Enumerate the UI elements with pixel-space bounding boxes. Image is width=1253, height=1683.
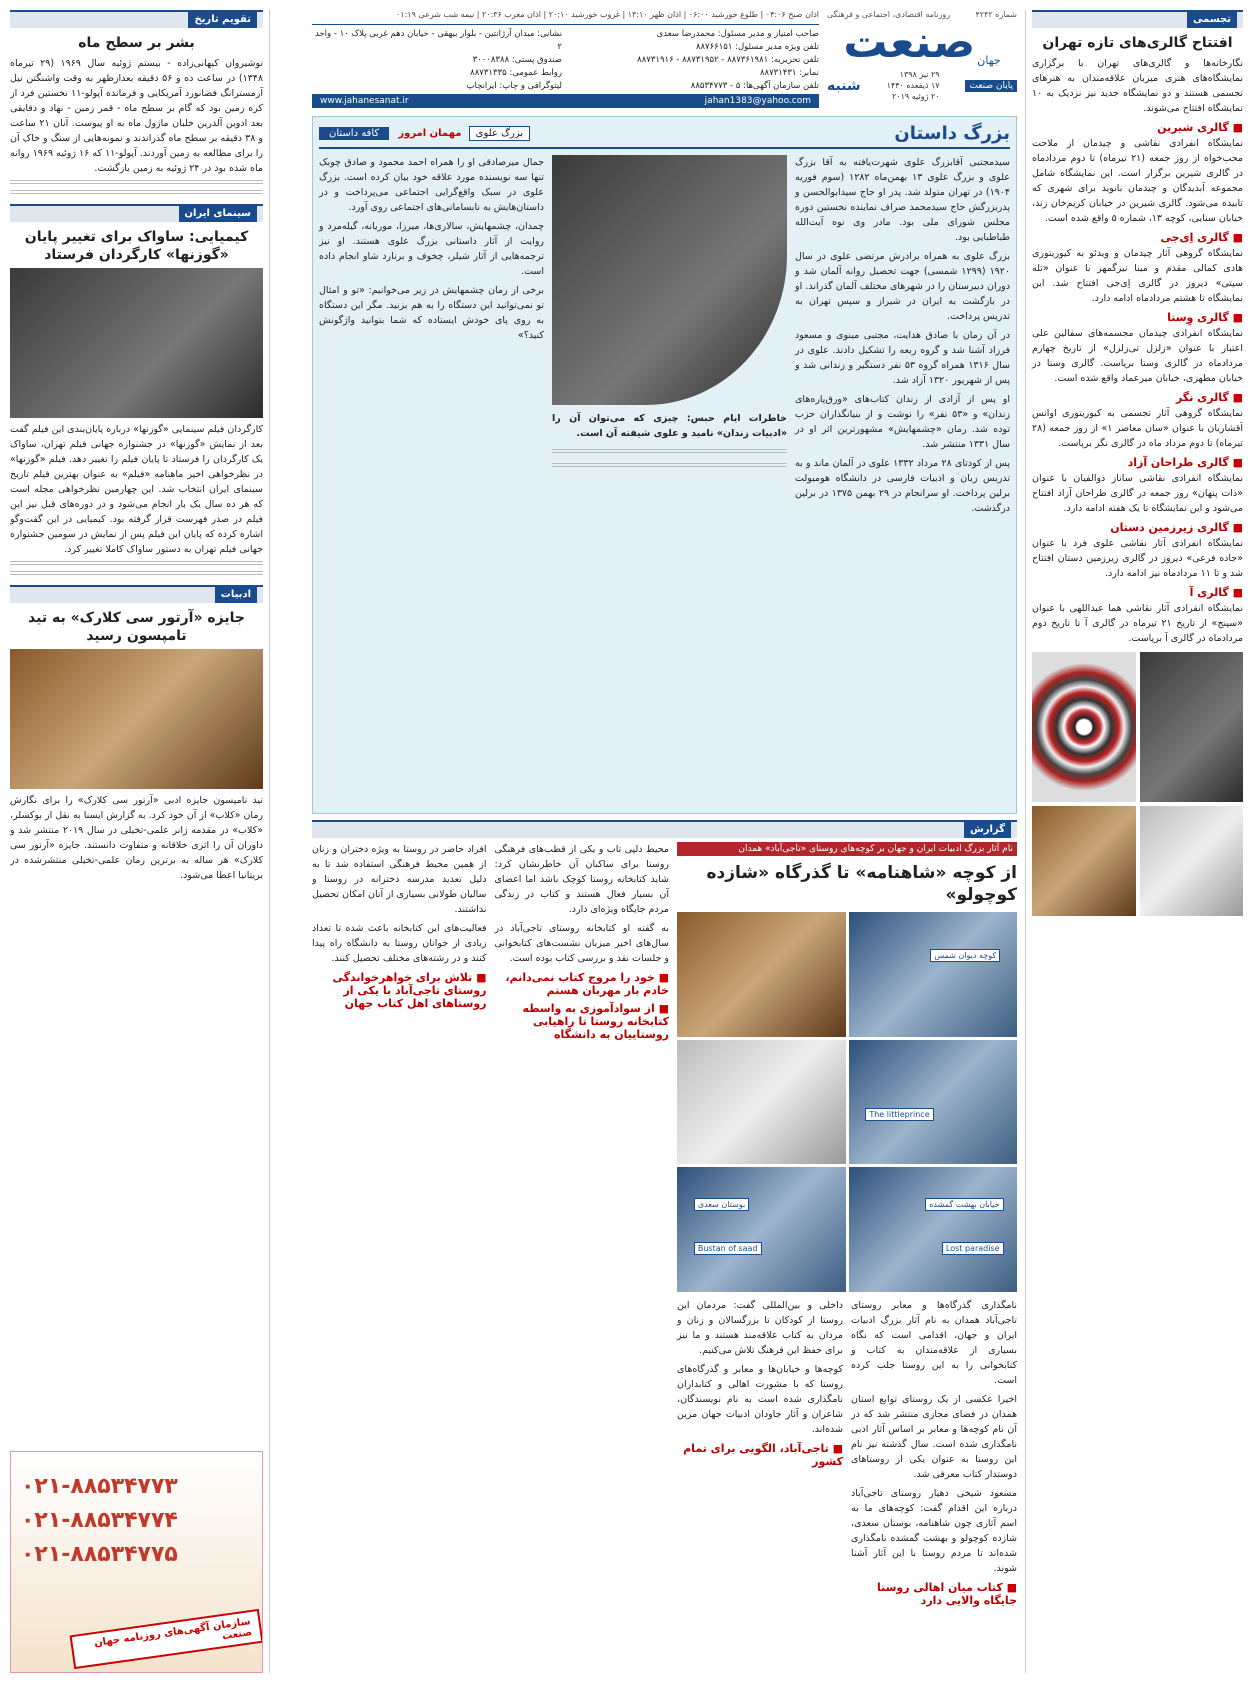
date-hijri: ۱۷ ذیقعده ۱۴۴۰ bbox=[886, 81, 940, 90]
sign-photo-2 bbox=[677, 912, 846, 1037]
art-item-title: ■ گالری وِستا bbox=[1032, 311, 1243, 324]
report-column-2 bbox=[677, 1298, 843, 1609]
art-item-title: ■ گالری آ bbox=[1032, 586, 1243, 599]
feature-paragraph: او پس از آزادی از زندان کتاب‌های «ورق‌پاره‌های زندان» و «۵۳ نفر» را نوشت و از بنیانگذاران حزب توده شد. رمان «چشمهایش» مشهورترین اثر او در سال ۱۳۳۱ منتشر شد. bbox=[795, 394, 1010, 450]
kimiai-photo bbox=[10, 268, 263, 418]
address-list bbox=[312, 28, 562, 93]
feature-paragraph: سیدمجتبی آقابزرگ علوی شهرت‌یافته به آقا بزرگ علوی و بزرگ علوی ۱۳ بهمن‌ماه ۱۲۸۲ (سوم فوریه ۱۹۰۴) در تهران متولد شد. پدر او حاج سیدابوالحسن و پدربزرگش حاج سیدمحمد صراف نماینده نخستین دوره مجلس شورای ملی بود. مادر وی نوه آیت‌الله طباطبایی بود. bbox=[795, 157, 1010, 243]
report-subhead: ■ کتاب میان اهالی روستا جایگاه والایی دارد bbox=[851, 1581, 1017, 1607]
cinema-headline: کیمیایی: ساواک برای تغییر پایان «گوزنها» کارگردان فرستاد bbox=[24, 229, 249, 263]
feature-left-text bbox=[319, 155, 544, 795]
report-paragraph: محیط دلپی تاب و یکی از قطب‌های فرهنگی روستا برای ساکنان آن خاطرنشان کرد: شاید کتابخانه روستا کوچک باشد اما اعضای آن بسیار فعال هستند و کتاب در زندگی مردم جایگاه ویژه‌ای دارد. bbox=[494, 844, 669, 915]
calendar-text: نوشیروان کیهانی‌زاده - بیستم ژوئیه سال ۱۹۶۹ (۲۹ تیرماه ۱۳۴۸) در ساعت ده و ۵۶ دقیقه بعدازظهر به وقت واشنگتن نیل آرمسترانگ فضانورد آمریکایی و فرمانده آپولو-۱۱ نخستین فرد از کره زمین بود که گام بر سطح ماه - قمر زمین - نهاد و دقایقی بعد ادوین آلدرین خلبان ماژول ماه به او پیوست. آنان ۲۱ ساعت و ۳۸ دقیقه بر سطح ماه گذراندند و نمونه‌هایی از سنگ و خاک آن را برای مطالعه به زمین آوردند. آپولو-۱۱ که ۱۶ ژوئیه ۱۹۶۹ روانه ماه شده بود در ۲۴ ژوئیه به زمین بازگشت. bbox=[10, 58, 264, 174]
report-subhead: ■ خود را مروج کتاب نمی‌دانم، خادم بار مهربان هستم bbox=[495, 971, 670, 997]
feature-paragraph: بزرگ علوی به همراه برادرش مرتضی علوی در سال ۱۹۲۰ (۱۲۹۹ شمسی) جهت تحصیل روانه آلمان شد و دوران دبیرستان را در شهرهای مختلف آلمان گذراند. او در بازگشت به ایران در شیراز و سپس تهران به تدریس پرداخت. bbox=[795, 251, 1010, 322]
ad-box bbox=[10, 1451, 263, 1673]
address-line: نشانی: میدان آرژانتین - بلوار بیهقی - خیابان دهم غربی پلاک ۱۰ - واحد ۲ bbox=[314, 29, 562, 52]
left-column bbox=[10, 10, 270, 1673]
logo-badge: پایان صنعت bbox=[965, 80, 1017, 92]
art-item-title: ■ گالری اِی‌جی bbox=[1032, 231, 1243, 244]
feature-paragraph: جمال میرصادقی او را همراه احمد محمود و صادق چوبک تنها سه نویسنده مورد علاقه خود بیان کرده است. بزرگ علوی در سبک واقع‌گرایی اجتماعی می‌پرداخت و در داستان‌هایش به نابسامانی‌های اجتماعی روی آورد. bbox=[319, 157, 544, 213]
ad-phone-number: ۰۲۱-۸۸۵۳۴۷۷۴ bbox=[21, 1508, 178, 1533]
artwork-photo-owl bbox=[1140, 806, 1244, 916]
feature-paragraph: در آن زمان با صادق هدایت، مجتبی مینوی و مسعود فرزاد آشنا شد و گروه ربعه را تشکیل دادند. علوی در سال ۱۳۱۶ همراه گروه ۵۳ نفر دستگیر و زندانی شد و پس از شهریور ۱۳۲۰ آزاد شد. bbox=[795, 330, 1011, 386]
tagline: روزنامه اقتصادی، اجتماعی و فرهنگی bbox=[827, 10, 951, 19]
art-item-text: نمایشگاه گروهی آثار تجسمی به کیوریتوری اوانس آقشاریان با عنوان «سان معاصر ۱» از روز جمعه (۲۸ تیرماه) تا دوم مرداد ماه در گالری نگر برپاست. bbox=[1032, 408, 1243, 449]
report-paragraph: کوچه‌ها و خیابان‌ها و معابر و گذرگاه‌های روستا که با مشورت اهالی و کتابداران نامگذاری شده است به نام نویسندگان، شاعران و آثار جاودان ادبیات جهان مزین شده‌اند. bbox=[677, 1364, 843, 1435]
calendar-section: تقویم تاریخ bbox=[188, 12, 257, 28]
feature-article bbox=[312, 116, 1017, 814]
ad-phone-number: ۰۲۱-۸۸۵۳۴۷۷۳ bbox=[21, 1474, 178, 1499]
artwork-photo-spiral bbox=[1032, 652, 1136, 802]
literature-section: ادبیات bbox=[215, 587, 257, 603]
cinema-section: سینمای ایران bbox=[179, 206, 257, 222]
artwork-photo-portrait bbox=[1140, 652, 1244, 802]
art-item-text: نمایشگاه انفرادی نقاشی و چیدمان از ملاحت محب‌خواه از روز جمعه (۲۱ تیرماه) تا دوم مردادماه در گالری شیرین برگزار است. این نمایشگاه شامل مجموعه آبدیدگان و چیدمان بانوید برای شهری که تابیده می‌شود. گالری شیرین در خیابان کریم‌خان زند، خیابان سنایی، کوچه ۱۳، شماره ۵ واقع شده است. bbox=[1032, 138, 1243, 224]
sign-photo-4 bbox=[677, 1040, 846, 1165]
date-gregorian: ۲۰ ژوئیه ۲۰۱۹ bbox=[892, 92, 940, 101]
report-paragraph: اخیرا عکسی از یک روستای توابع استان همدان در فضای مجازی منتشر شد که در آن نام کوچه‌ها و معابر بر اساس آثار ادبی نامگذاری شده است. سال گذشته نیز نام این روستا به عنوان یکی از روستاهای دوستدار کتاب معرفی شد. bbox=[851, 1394, 1017, 1480]
feature-quote: خاطرات ایام حبس: چیزی که می‌توان آن را «ادبیات زندان» نامید و علوی شیفته آن است. bbox=[552, 413, 787, 439]
report-column-4 bbox=[312, 842, 487, 1609]
art-item-title: ■ گالری طراحان آزاد bbox=[1032, 456, 1243, 469]
report-paragraph: افراد حاضر در روستا به ویژه دختران و زنان از همین محیط فرهنگی استفاده شد تا به دلیل تعدید مدرسه دخترانه در روستا و سالیان طولانی بسیاری از آنان امکان تحصیل نداشتند. bbox=[312, 844, 487, 915]
ad-phone-list bbox=[11, 1452, 262, 1572]
art-items bbox=[1032, 121, 1243, 646]
logo-wordmark: صنعت bbox=[843, 17, 976, 68]
art-item-text: نمایشگاه انفرادی آثار نقاشی هما عبداللهی با عنوان «سپنج» از تاریخ ۲۱ تیرماه در گالری آ تا تاریخ دوم مردادماه در گالری آ برپاست. bbox=[1032, 603, 1243, 644]
report-paragraph: داخلی و بین‌المللی گفت: مردمان این روستا از کودکان تا بزرگسالان و زنان و مردان به کتاب علاقه‌مند هستند و ما نیز برای حفظ این فرهنگ تلاش می‌کنیم. bbox=[677, 1300, 843, 1356]
art-item-title: ■ گالری نگر bbox=[1032, 391, 1243, 404]
sign-photo-5: خیابان بهشت گمشده Lost paradise bbox=[849, 1167, 1018, 1292]
art-section-label: تجسمی bbox=[1187, 12, 1237, 28]
date-shamsi: ۲۹ تیر ۱۳۹۸ bbox=[899, 70, 940, 79]
staff-line: تلفن ویژه مدیر مسئول: ۸۸۷۶۶۱۵۱ bbox=[695, 42, 819, 52]
website-link[interactable]: www.jahanesanat.ir bbox=[320, 96, 409, 106]
literature-text: تید تامپسون جایزه ادبی «آرتور سی کلارک» را برای نگارش رمان «کلاب» از آن خود کرد. به گزارش ایسنا به نقل از بوکسلر، «کلاب» در مقدمه ژانر علمی-تخیلی در سال ۲۰۱۹ منتشر شد و داوران آن را اثری خلاقانه و متفاوت دانستند. جایزه «آرتور سی کلارک» هر ساله به برترین رمان علمی-تخیلی منتشرشده در بریتانیا اعطا می‌شود. bbox=[10, 795, 264, 881]
report-column-1 bbox=[851, 1298, 1017, 1609]
feature-headline: بزرگ داستان bbox=[894, 123, 1010, 144]
feature-paragraph: پس از کودتای ۲۸ مرداد ۱۳۳۲ علوی در آلمان ماند و به تدریس زبان و ادبیات فارسی در دانشگاه هومبولت برلین پرداخت. او سرانجام در ۲۹ بهمن ۱۳۷۵ در برلین درگذشت. bbox=[795, 458, 1010, 514]
report-subhead: ■ تلاش برای خواهرخواندگی روستای تاجی‌آباد با یکی از روستاهای اهل کتاب جهان bbox=[312, 971, 487, 1010]
art-intro: نگارخانه‌ها و گالری‌های تهران با برگزاری نمایشگاه‌های هنری میزبان علاقه‌مندان به هنرهای تجسمی هستند و دو نمایشگاه جدید نیز نزدیک به ۱۰ نمایشگاه افتتاح می‌شوند. bbox=[1032, 58, 1243, 114]
staff-list bbox=[569, 28, 819, 93]
address-line: لیتوگرافی و چاپ: ایرانچاپ bbox=[466, 81, 562, 91]
logo-block bbox=[827, 10, 1017, 110]
artwork-photo-figures bbox=[1032, 806, 1136, 916]
email-link[interactable]: jahan1383@yahoo.com bbox=[704, 96, 811, 106]
feature-section: مهمان امروز bbox=[398, 128, 462, 139]
art-item-text: نمایشگاه گروهی آثار چیدمان و ویدئو به کیوریتوری هادی کمالی مقدم و مینا نیزگمهر با عنوان «تله سپتی» دیروز در گالری اِی‌جی افتتاح شد. این نمایشگاه تا هشتم مردادماه ادامه دارد. bbox=[1032, 248, 1243, 304]
ad-stamp: سازمان آگهی‌های روزنامه جهان صنعت bbox=[70, 1609, 263, 1669]
feature-paragraph: چمدان، چشمهایش، سالاری‌ها، میرزا، موریانه، گیله‌مرد و روایت از آثار داستانی بزرگ علوی هستند. او نیز ترجمه‌هایی از آثار شیلر، چخوف و برنارد شاو انجام داده است. bbox=[319, 221, 544, 277]
report-article bbox=[312, 820, 1017, 1673]
literature-headline: جایزه «آرتور سی کلارک» به تید تامپسون رسید bbox=[28, 610, 245, 644]
feature-section-alt: کافه داستان bbox=[319, 127, 389, 140]
art-item-text: نمایشگاه انفرادی چیدمان مجسمه‌های سفالین علی اعتبار با عنوان «زلزل تی‌زلزل» از تاریخ چهارم مردادماه در گالری وستا برپاست. گالری وستا در خیابان مطهری، خیابان میرعماد واقع شده است. bbox=[1032, 328, 1243, 384]
prayer-times: اذان صبح ۰۴:۰۶ | طلوع خورشید ۰۶:۰۰ | اذان ظهر ۱۳:۱۰ | غروب خورشید ۲۰:۱۰ | اذان مغرب ۲۰:۳۶ | نیمه شب شرعی ۰۱:۱۹ bbox=[312, 10, 819, 25]
report-subhead: ■ از سوادآموزی به واسطه کتابخانه روستا تا راهیابی روستاییان به دانشگاه bbox=[495, 1002, 670, 1041]
art-item-text: نمایشگاه انفرادی آثار نقاشی علوی فرد با عنوان «جاده فرعی» دیروز در گالری زیرزمین دستان افتتاح شد و تا ۱۱ مردادماه نیز ادامه دارد. bbox=[1032, 538, 1243, 579]
report-column-3 bbox=[495, 842, 670, 1609]
masthead bbox=[312, 10, 1017, 110]
art-item-title: ■ گالری شیرین bbox=[1032, 121, 1243, 134]
staff-line: تلفن سازمان آگهی‌ها: ۵ - ۸۸۵۳۴۷۷۳ bbox=[690, 81, 819, 91]
art-headline: افتتاح گالری‌های تازه تهران bbox=[1042, 35, 1233, 51]
art-column bbox=[1025, 10, 1243, 1673]
report-paragraph: نامگذاری گذرگاه‌ها و معابر روستای تاجی‌آباد همدان به نام آثار بزرگ ادبیات ایران و جهان، اقدامی است که نگاه بسیاری از علاقه‌مندان به کتاب و کتابخوانی را به این روستا جلب کرده است. bbox=[851, 1300, 1017, 1386]
art-item-text: نمایشگاه انفرادی نقاشی ساناز ذوالفیان با عنوان «ذات پنهان» روز جمعه در گالری طراحان آزاد افتتاح می‌شود و این نمایشگاه تا یک هفته ادامه دارد. bbox=[1032, 473, 1243, 514]
address-line: روابط عمومی: ۸۸۷۳۱۳۳۵ bbox=[470, 68, 562, 78]
report-kicker: نام آثار بزرگ ادبیات ایران و جهان بر کوچه‌های روستای «تاجی‌آباد» همدان bbox=[677, 842, 1017, 856]
cinema-text: کارگردان فیلم سینمایی «گوزنها» درباره پایان‌بندی این فیلم گفت بعد از نمایش «گوزنها» در جشنواره جهانی فیلم تهران، ساواک یک کارگردان را فرستاد تا پایان فیلم را تغییر دهد. فیلم «گوزنها» در نظرخواهی اخیر ماهنامه «فیلم» به عنوان بهترین فیلم تاریخ سینمای ایران انتخاب شد. این چهارمین نظرخواهی مجله است که هر ده سال یک بار انجام می‌شود و در دوره‌های قبل نیز این فیلم در صدر فهرست قرار گرفته بود. کیمیایی در این گفت‌وگو اشاره کرده که پایان این فیلم پس از نمایش در سومین جشنواره جهانی فیلم تهران به دستور ساواک کاملا تغییر کرد. bbox=[10, 424, 263, 555]
report-paragraph: به گفته او کتابخانه روستای تاجی‌آباد در سال‌های اخیر میزبان نشست‌های کتابخوانی و جلسات نقد و بررسی کتاب بوده است. bbox=[494, 923, 669, 964]
staff-line: نمابر: ۸۸۷۳۱۴۳۱ bbox=[759, 68, 819, 78]
ad-phone-number: ۰۲۱-۸۸۵۳۴۷۷۵ bbox=[21, 1542, 178, 1567]
weekday: شنبه bbox=[827, 77, 861, 94]
contact-bar bbox=[312, 94, 819, 108]
staff-line: تلفن تحریریه: ۸۸۷۳۶۱۹۸۱ - ۸۸۷۳۱۹۵۲ - ۸۸۷۳۱۹۱۶ bbox=[637, 55, 819, 65]
report-paragraph: فعالیت‌های این کتابخانه باعث شده تا تعداد زیادی از جوانان روستا به دانشگاه راه پیدا کنند و در رشته‌های مختلف تحصیل کنند. bbox=[312, 923, 487, 964]
report-headline: از کوچه «شاهنامه» تا گذرگاه «شازده کوچولو» bbox=[706, 863, 1017, 905]
report-subhead: ■ تاجی‌آباد، الگویی برای تمام کشور bbox=[677, 1442, 843, 1468]
sign-photo-3: The littleprince bbox=[849, 1040, 1018, 1165]
sign-photo-6: بوستان سعدی Bustan of saad bbox=[677, 1167, 846, 1292]
author-portrait bbox=[552, 155, 787, 405]
feature-byline: بزرگ علوی bbox=[469, 126, 531, 141]
feature-right-text bbox=[795, 155, 1010, 795]
art-item-title: ■ گالری زیرزمین دستان bbox=[1032, 521, 1243, 534]
street-sign-collage bbox=[677, 912, 1017, 1292]
logo-subname: جهان bbox=[977, 54, 1001, 67]
thompson-photo bbox=[10, 649, 263, 789]
staff-line: صاحب امتیاز و مدیر مسئول: محمدرضا سعدی bbox=[656, 29, 819, 39]
issue-number: شماره ۴۲۴۲ bbox=[975, 10, 1017, 19]
sign-photo-1: کوچه دیوان شمس bbox=[849, 912, 1018, 1037]
address-line: صندوق پستی: ۳۰۰۰۸۳۸۸ bbox=[472, 55, 562, 65]
report-section: گزارش bbox=[964, 822, 1011, 838]
feature-paragraph: برخی از رمان چشمهایش در زیر می‌خوانیم: «تو و امثال تو نمی‌توانید این دستگاه را به هم بزنید. مگر این دستگاه به روی پای خودش ایستاده که شما بتوانید واژگونش کنید؟» bbox=[319, 285, 544, 341]
calendar-headline: بشر بر سطح ماه bbox=[78, 35, 195, 51]
report-paragraph: مسعود شیخی دهیار روستای تاجی‌آباد درباره این اقدام گفت: کوچه‌های ما به اسم آثاری چون شاهنامه، بوستان سعدی، شازده کوچولو و بهشت گمشده نامگذاری شده‌اند تا مردم روستا با این آثار آشنا شوند. bbox=[851, 1488, 1017, 1574]
